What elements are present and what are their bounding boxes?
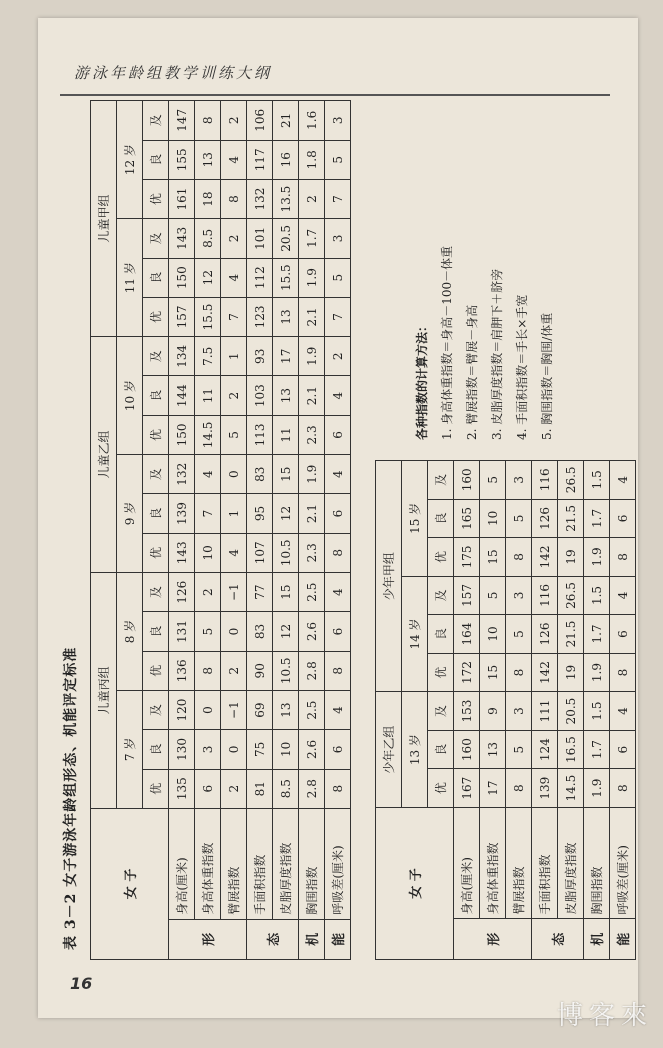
row-label: 胸围指数	[584, 807, 610, 919]
value-cell: 8	[506, 769, 532, 808]
value-cell: 75	[247, 730, 273, 769]
age-header: 15 岁	[402, 461, 428, 577]
value-cell: 157	[454, 576, 480, 615]
grade-header: 及	[428, 692, 454, 731]
value-cell: 4	[325, 455, 351, 494]
value-cell: 15	[480, 538, 506, 577]
value-cell: 153	[454, 692, 480, 731]
grade-header: 良	[143, 258, 169, 297]
value-cell: 8	[195, 651, 221, 690]
value-cell: 132	[247, 179, 273, 218]
method-item: 5. 胸围指数＝胸围/体重	[540, 312, 554, 440]
value-cell: 155	[169, 140, 195, 179]
value-cell: 5	[221, 415, 247, 454]
value-cell: 150	[169, 258, 195, 297]
value-cell: 10.5	[273, 533, 299, 572]
group-header: 儿童乙组	[91, 337, 117, 573]
value-cell: 143	[169, 219, 195, 258]
value-cell: 144	[169, 376, 195, 415]
index-methods	[410, 100, 560, 440]
value-cell: 8	[610, 769, 636, 808]
value-cell: 4	[610, 692, 636, 731]
value-cell: 77	[247, 572, 273, 611]
value-cell: 1.9	[299, 337, 325, 376]
value-cell: 93	[247, 337, 273, 376]
value-cell: 3	[506, 576, 532, 615]
value-cell: 3	[325, 101, 351, 141]
value-cell: 8	[610, 538, 636, 577]
value-cell: 1.7	[299, 219, 325, 258]
value-cell: 0	[221, 455, 247, 494]
value-cell: 165	[454, 499, 480, 538]
methods-heading: 各种指数的计算方法：	[415, 319, 429, 440]
group-header: 儿童丙组	[91, 572, 117, 808]
value-cell: 116	[532, 576, 558, 615]
value-cell: 10	[273, 730, 299, 769]
value-cell: 116	[532, 461, 558, 500]
value-cell: 13.5	[273, 179, 299, 218]
value-cell: 1	[221, 494, 247, 533]
value-cell: 1.9	[584, 538, 610, 577]
value-cell: 8	[325, 651, 351, 690]
row-label: 胸围指数	[299, 808, 325, 919]
value-cell: 0	[195, 690, 221, 729]
table-row	[325, 101, 351, 960]
age-header: 13 岁	[402, 692, 428, 808]
watermark-logo: 博客來	[556, 1001, 653, 1031]
row-label: 身高体重指数	[195, 808, 221, 919]
row-label: 皮脂厚度指数	[273, 808, 299, 919]
grade-header: 优	[428, 538, 454, 577]
value-cell: 175	[454, 538, 480, 577]
value-cell: 10	[195, 533, 221, 572]
value-cell: 13	[195, 140, 221, 179]
value-cell: 2.6	[299, 730, 325, 769]
value-cell: 14.5	[195, 415, 221, 454]
value-cell: 7	[195, 494, 221, 533]
grade-header: 良	[428, 499, 454, 538]
value-cell: 17	[480, 769, 506, 808]
rotated-table-region	[60, 100, 632, 960]
row-label: 手面积指数	[247, 808, 273, 919]
value-cell: 8	[610, 653, 636, 692]
value-cell: 8	[325, 533, 351, 572]
value-cell: 8	[325, 769, 351, 808]
value-cell: 6	[325, 730, 351, 769]
value-cell: 4	[610, 576, 636, 615]
table-row	[221, 101, 247, 960]
value-cell: 2.5	[299, 690, 325, 729]
table-row	[273, 101, 299, 960]
value-cell: 8	[221, 179, 247, 218]
method-item: 1. 身高体重指数＝身高－100－体重	[440, 245, 454, 440]
value-cell: 5	[506, 499, 532, 538]
value-cell: 2	[221, 219, 247, 258]
value-cell: 5	[195, 612, 221, 651]
age-header: 7 岁	[117, 690, 143, 808]
value-cell: 1.7	[584, 615, 610, 654]
value-cell: 2.8	[299, 651, 325, 690]
value-cell: 21	[273, 101, 299, 141]
value-cell: 0	[221, 612, 247, 651]
group-header: 儿童甲组	[91, 101, 117, 337]
table-row	[558, 461, 584, 960]
value-cell: 126	[169, 572, 195, 611]
row-label: 身高体重指数	[480, 807, 506, 919]
row-label: 手面积指数	[532, 807, 558, 919]
value-cell: 5	[506, 615, 532, 654]
value-cell: 131	[169, 612, 195, 651]
value-cell: 1.7	[584, 730, 610, 769]
value-cell: 3	[325, 219, 351, 258]
grade-header: 优	[143, 415, 169, 454]
value-cell: 4	[221, 258, 247, 297]
value-cell: 15	[273, 572, 299, 611]
table-row	[169, 101, 195, 960]
grade-header: 优	[143, 651, 169, 690]
value-cell: 12	[195, 258, 221, 297]
value-cell: 15.5	[195, 297, 221, 336]
value-cell: −1	[221, 572, 247, 611]
value-cell: 4	[610, 461, 636, 500]
value-cell: 136	[169, 651, 195, 690]
row-label: 呼吸差(厘米)	[610, 807, 636, 919]
value-cell: 11	[195, 376, 221, 415]
category-cell: 机	[299, 919, 325, 959]
grade-header: 及	[143, 219, 169, 258]
value-cell: 1.6	[299, 101, 325, 141]
table-row	[454, 461, 480, 960]
value-cell: 5	[480, 461, 506, 500]
value-cell: 130	[169, 730, 195, 769]
value-cell: 150	[169, 415, 195, 454]
table-row	[532, 461, 558, 960]
value-cell: 4	[325, 376, 351, 415]
value-cell: 124	[532, 730, 558, 769]
grade-header: 优	[428, 653, 454, 692]
value-cell: −1	[221, 690, 247, 729]
table-corner-label: 女 子	[376, 807, 454, 959]
value-cell: 21.5	[558, 499, 584, 538]
value-cell: 2.6	[299, 612, 325, 651]
value-cell: 95	[247, 494, 273, 533]
value-cell: 4	[221, 140, 247, 179]
value-cell: 13	[480, 730, 506, 769]
value-cell: 106	[247, 101, 273, 141]
value-cell: 11	[273, 415, 299, 454]
value-cell: 103	[247, 376, 273, 415]
age-header: 10 岁	[117, 337, 143, 455]
grade-header: 优	[143, 297, 169, 336]
value-cell: 19	[558, 538, 584, 577]
value-cell: 10.5	[273, 651, 299, 690]
grade-header: 优	[143, 533, 169, 572]
value-cell: 7	[221, 297, 247, 336]
value-cell: 117	[247, 140, 273, 179]
method-item: 4. 手面积指数＝手长×手宽	[515, 294, 529, 440]
value-cell: 1.9	[584, 653, 610, 692]
value-cell: 5	[480, 576, 506, 615]
value-cell: 160	[454, 461, 480, 500]
value-cell: 20.5	[273, 219, 299, 258]
value-cell: 8	[195, 101, 221, 141]
value-cell: 2.3	[299, 415, 325, 454]
category-cell: 能	[610, 919, 636, 960]
value-cell: 1	[221, 337, 247, 376]
grade-header: 优	[428, 769, 454, 808]
method-item: 2. 臂展指数＝臂展－身高	[465, 304, 479, 440]
row-label: 身高(厘米)	[454, 807, 480, 919]
grade-header: 良	[428, 730, 454, 769]
grade-header: 优	[143, 769, 169, 808]
value-cell: 101	[247, 219, 273, 258]
value-cell: 2.1	[299, 297, 325, 336]
table-row	[610, 461, 636, 960]
value-cell: 10	[480, 499, 506, 538]
value-cell: 13	[273, 690, 299, 729]
value-cell: 12	[273, 494, 299, 533]
children-standards-table	[90, 100, 351, 960]
value-cell: 12	[273, 612, 299, 651]
value-cell: 1.5	[584, 692, 610, 731]
value-cell: 16	[273, 140, 299, 179]
value-cell: 2.1	[299, 494, 325, 533]
value-cell: 8	[506, 653, 532, 692]
value-cell: 1.9	[299, 455, 325, 494]
value-cell: 6	[610, 499, 636, 538]
value-cell: 143	[169, 533, 195, 572]
age-header: 14 岁	[402, 576, 428, 692]
value-cell: 2	[221, 376, 247, 415]
value-cell: 17	[273, 337, 299, 376]
value-cell: 164	[454, 615, 480, 654]
value-cell: 15	[480, 653, 506, 692]
value-cell: 1.5	[584, 576, 610, 615]
value-cell: 7	[325, 179, 351, 218]
value-cell: 135	[169, 769, 195, 808]
grade-header: 及	[143, 572, 169, 611]
category-cell: 态	[247, 919, 299, 959]
value-cell: 69	[247, 690, 273, 729]
row-label: 身高(厘米)	[169, 808, 195, 919]
page-number: 16	[70, 974, 93, 993]
value-cell: 167	[454, 769, 480, 808]
value-cell: 172	[454, 653, 480, 692]
group-header: 少年乙组	[376, 692, 402, 808]
value-cell: 132	[169, 455, 195, 494]
value-cell: 4	[221, 533, 247, 572]
value-cell: 1.5	[584, 461, 610, 500]
value-cell: 111	[532, 692, 558, 731]
value-cell: 8.5	[273, 769, 299, 808]
value-cell: 3	[506, 461, 532, 500]
row-label: 臂展指数	[506, 807, 532, 919]
value-cell: 4	[325, 690, 351, 729]
value-cell: 4	[325, 572, 351, 611]
value-cell: 0	[221, 730, 247, 769]
value-cell: 2	[221, 101, 247, 141]
header-row-groups	[376, 461, 402, 960]
grade-header: 及	[428, 461, 454, 500]
value-cell: 2	[325, 337, 351, 376]
value-cell: 2	[195, 572, 221, 611]
value-cell: 16.5	[558, 730, 584, 769]
table-corner-label: 女 子	[91, 808, 169, 959]
value-cell: 107	[247, 533, 273, 572]
grade-header: 良	[143, 140, 169, 179]
age-header: 8 岁	[117, 572, 143, 690]
value-cell: 21.5	[558, 615, 584, 654]
value-cell: 1.7	[584, 499, 610, 538]
value-cell: 120	[169, 690, 195, 729]
value-cell: 2.8	[299, 769, 325, 808]
grade-header: 良	[143, 730, 169, 769]
value-cell: 10	[480, 615, 506, 654]
category-cell: 形	[454, 919, 532, 960]
value-cell: 5	[325, 258, 351, 297]
value-cell: 8.5	[195, 219, 221, 258]
value-cell: 2.3	[299, 533, 325, 572]
category-cell: 机	[584, 919, 610, 960]
age-header: 12 岁	[117, 101, 143, 219]
table-row	[480, 461, 506, 960]
value-cell: 3	[506, 692, 532, 731]
value-cell: 20.5	[558, 692, 584, 731]
value-cell: 8	[506, 538, 532, 577]
value-cell: 113	[247, 415, 273, 454]
value-cell: 3	[195, 730, 221, 769]
value-cell: 6	[610, 730, 636, 769]
age-header: 11 岁	[117, 219, 143, 337]
value-cell: 139	[169, 494, 195, 533]
table-row	[584, 461, 610, 960]
row-label: 臂展指数	[221, 808, 247, 919]
grade-header: 及	[143, 690, 169, 729]
row-label: 皮脂厚度指数	[558, 807, 584, 919]
value-cell: 6	[610, 615, 636, 654]
header-row-groups	[91, 101, 117, 960]
grade-header: 良	[143, 376, 169, 415]
value-cell: 147	[169, 101, 195, 141]
value-cell: 2.1	[299, 376, 325, 415]
value-cell: 2	[221, 651, 247, 690]
grade-header: 良	[143, 494, 169, 533]
value-cell: 13	[273, 297, 299, 336]
value-cell: 6	[325, 415, 351, 454]
value-cell: 6	[325, 494, 351, 533]
value-cell: 126	[532, 615, 558, 654]
value-cell: 1.9	[584, 769, 610, 808]
value-cell: 15.5	[273, 258, 299, 297]
value-cell: 6	[325, 612, 351, 651]
table-row	[506, 461, 532, 960]
category-cell: 态	[532, 919, 584, 960]
value-cell: 142	[532, 538, 558, 577]
value-cell: 18	[195, 179, 221, 218]
value-cell: 19	[558, 653, 584, 692]
table-row	[299, 101, 325, 960]
grade-header: 及	[143, 101, 169, 141]
header-rule	[60, 94, 610, 96]
table-row	[195, 101, 221, 960]
value-cell: 14.5	[558, 769, 584, 808]
table-row	[247, 101, 273, 960]
value-cell: 5	[325, 140, 351, 179]
value-cell: 7	[325, 297, 351, 336]
value-cell: 142	[532, 653, 558, 692]
value-cell: 6	[195, 769, 221, 808]
value-cell: 1.8	[299, 140, 325, 179]
value-cell: 2	[299, 179, 325, 218]
category-cell: 形	[169, 919, 247, 959]
value-cell: 2	[221, 769, 247, 808]
value-cell: 13	[273, 376, 299, 415]
value-cell: 139	[532, 769, 558, 808]
grade-header: 及	[143, 337, 169, 376]
value-cell: 4	[195, 455, 221, 494]
value-cell: 160	[454, 730, 480, 769]
grade-header: 及	[428, 576, 454, 615]
grade-header: 优	[143, 179, 169, 218]
value-cell: 134	[169, 337, 195, 376]
value-cell: 2.5	[299, 572, 325, 611]
running-head: 游泳年龄组教学训练大纲	[74, 64, 273, 82]
value-cell: 161	[169, 179, 195, 218]
grade-header: 良	[428, 615, 454, 654]
value-cell: 5	[506, 730, 532, 769]
value-cell: 83	[247, 455, 273, 494]
value-cell: 15	[273, 455, 299, 494]
value-cell: 81	[247, 769, 273, 808]
value-cell: 90	[247, 651, 273, 690]
row-label: 呼吸差(厘米)	[325, 808, 351, 919]
juniors-standards-table	[375, 460, 636, 960]
value-cell: 26.5	[558, 576, 584, 615]
grade-header: 及	[143, 455, 169, 494]
value-cell: 1.9	[299, 258, 325, 297]
value-cell: 126	[532, 499, 558, 538]
value-cell: 112	[247, 258, 273, 297]
table-caption: 表 3－2 女子游泳年龄组形态、机能评定标准	[63, 646, 79, 950]
value-cell: 7.5	[195, 337, 221, 376]
value-cell: 157	[169, 297, 195, 336]
value-cell: 123	[247, 297, 273, 336]
method-item: 3. 皮脂厚度指数＝肩胛下＋脐旁	[490, 268, 504, 440]
age-header: 9 岁	[117, 455, 143, 573]
value-cell: 9	[480, 692, 506, 731]
value-cell: 83	[247, 612, 273, 651]
category-cell: 能	[325, 919, 351, 959]
grade-header: 良	[143, 612, 169, 651]
group-header: 少年甲组	[376, 461, 402, 692]
value-cell: 26.5	[558, 461, 584, 500]
